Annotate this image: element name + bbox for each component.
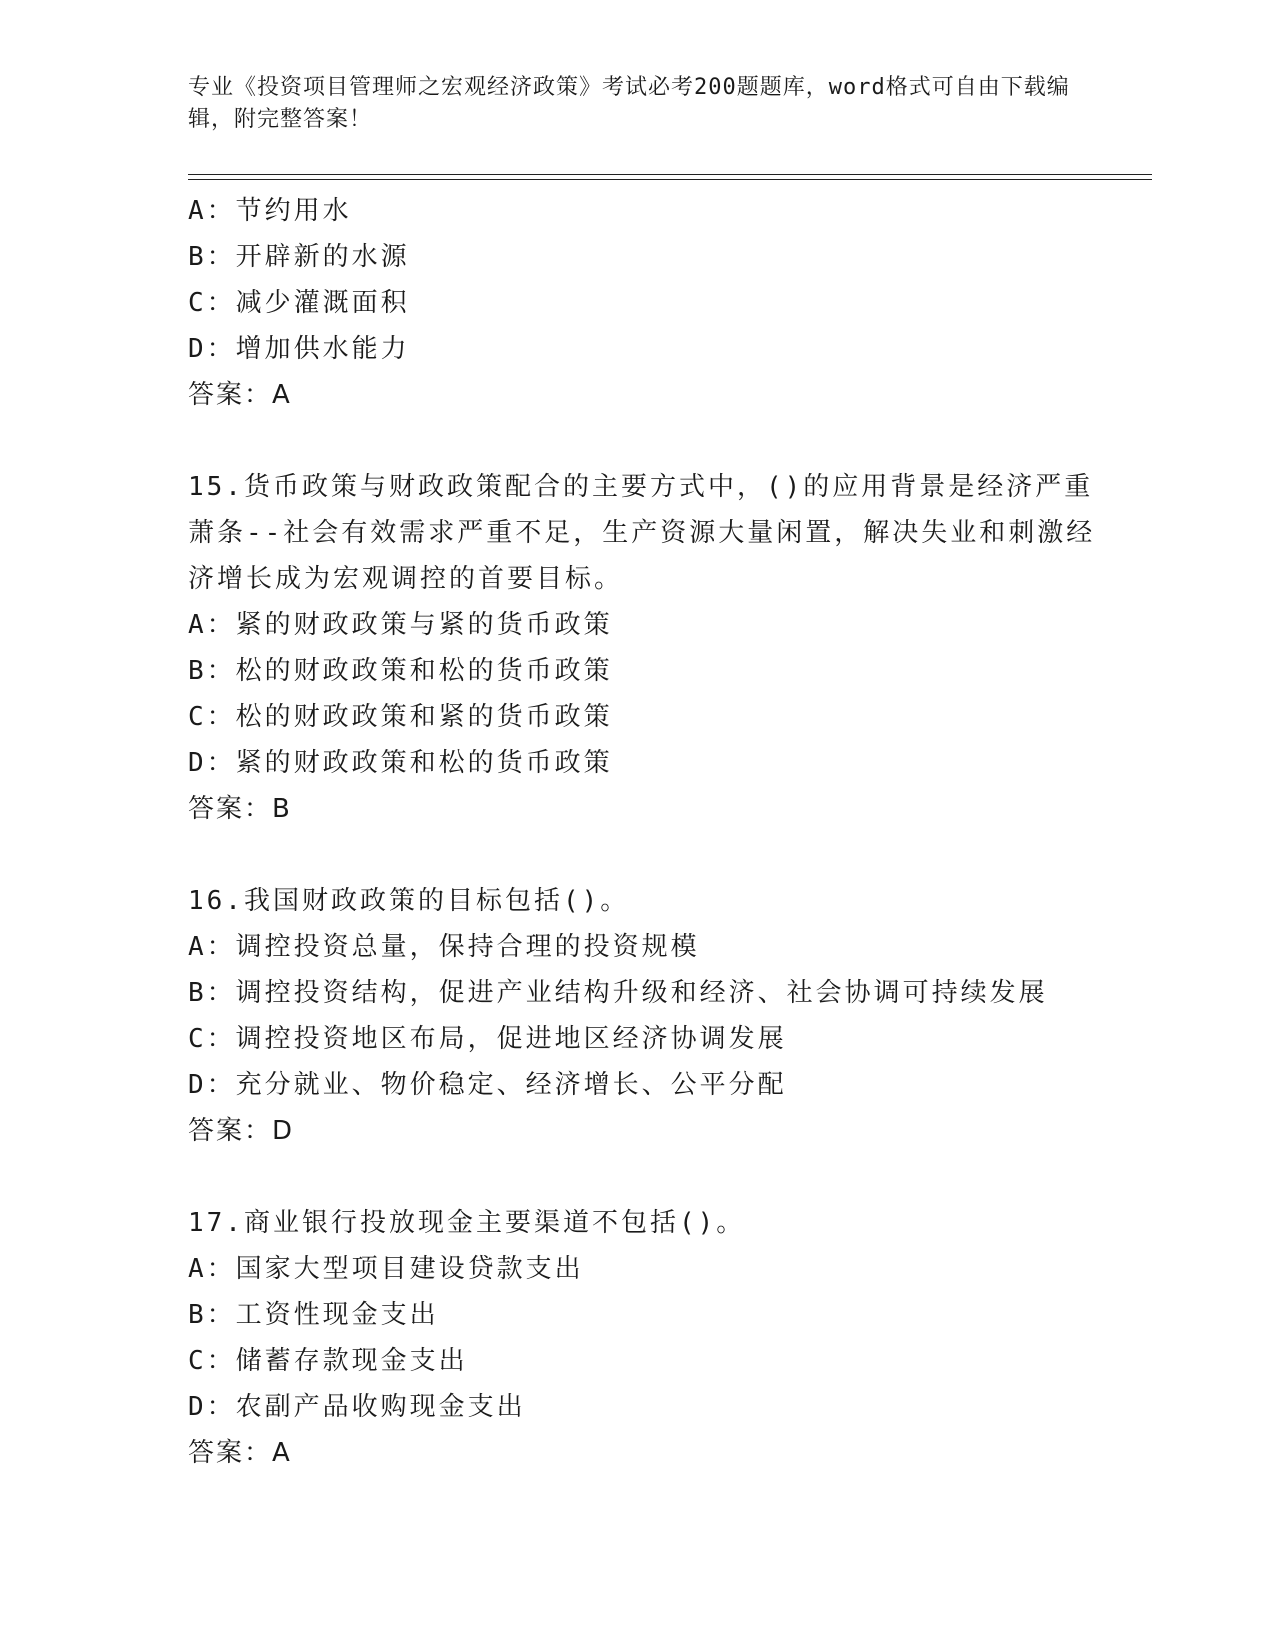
question-stem: 16.我国财政政策的目标包括()。: [188, 886, 630, 916]
answer: 答案：D: [188, 1116, 295, 1146]
option-b: B：工资性现金支出: [188, 1300, 439, 1330]
question-stem: 15.货币政策与财政政策配合的主要方式中，()的应用背景是经济严重萧条--社会有效需求严重不足，生产资源大量闲置，解决失业和刺激经济增长成为宏观调控的首要目标。: [188, 472, 1096, 594]
option-a: A：节约用水: [188, 196, 352, 226]
option-c: C：减少灌溉面积: [188, 288, 410, 318]
document-header: 专业《投资项目管理师之宏观经济政策》考试必考200题题库，word格式可自由下载编辑，附完整答案！: [188, 75, 1070, 132]
option-c: C：松的财政政策和紧的货币政策: [188, 702, 613, 732]
question-block-15: [188, 464, 1098, 832]
option-b: B：松的财政政策和松的货币政策: [188, 656, 613, 686]
option-b: B：开辟新的水源: [188, 242, 410, 272]
question-block-16: [188, 878, 1098, 1154]
option-a: A：调控投资总量，保持合理的投资规模: [188, 932, 700, 962]
option-d: D：农副产品收购现金支出: [188, 1392, 526, 1422]
option-b: B：调控投资结构，促进产业结构升级和经济、社会协调可持续发展: [188, 978, 1048, 1008]
document-body: [188, 188, 1098, 1476]
option-d: D：紧的财政政策和松的货币政策: [188, 748, 613, 778]
answer: 答案：A: [188, 380, 292, 410]
question-stem: 17.商业银行投放现金主要渠道不包括()。: [188, 1208, 746, 1238]
option-a: A：紧的财政政策与紧的货币政策: [188, 610, 613, 640]
header-rule-bottom: [188, 179, 1152, 180]
option-d: D：充分就业、物价稳定、经济增长、公平分配: [188, 1070, 787, 1100]
option-a: A：国家大型项目建设贷款支出: [188, 1254, 584, 1284]
answer: 答案：B: [188, 794, 292, 824]
question-block-previous: [188, 188, 1098, 418]
option-c: C：调控投资地区布局，促进地区经济协调发展: [188, 1024, 787, 1054]
question-block-17: [188, 1200, 1098, 1476]
header-rule-top: [188, 174, 1152, 175]
answer: 答案：A: [188, 1438, 292, 1468]
option-c: C：储蓄存款现金支出: [188, 1346, 468, 1376]
option-d: D：增加供水能力: [188, 334, 410, 364]
